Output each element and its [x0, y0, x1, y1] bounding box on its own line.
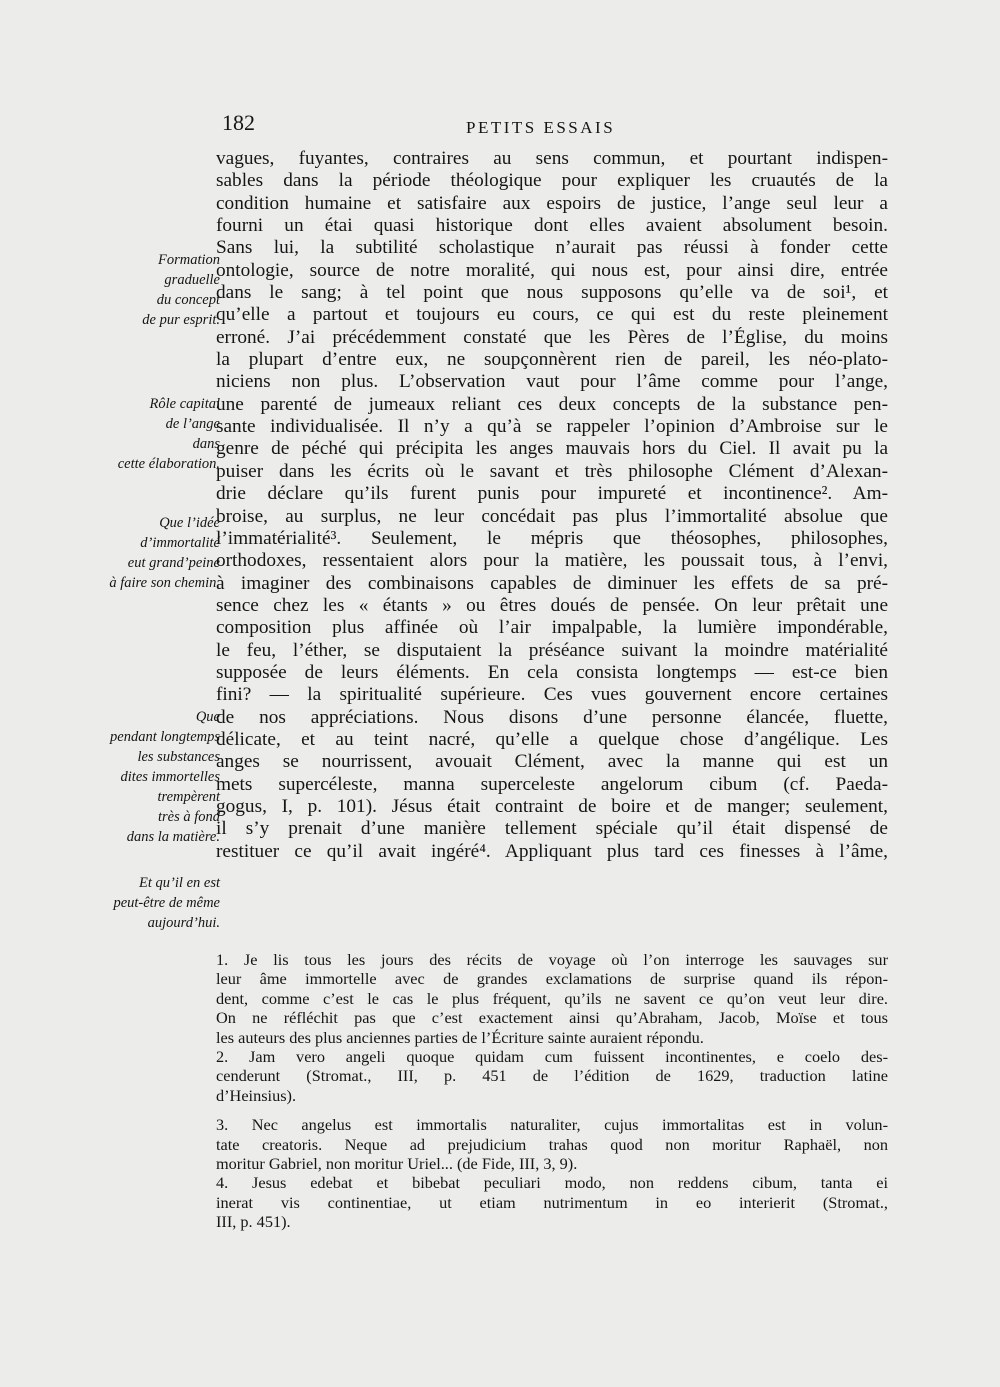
footnote-line: 1. Je lis tous les jours des récits de voyage où l’on interroge les sauvages sur	[216, 950, 888, 969]
body-line: restituer ce qu’il avait ingéré⁴. Appliquant plus tard ces finesses à l’âme,	[216, 840, 888, 862]
margin-note-line: dans	[192, 436, 220, 452]
margin-note	[60, 250, 220, 330]
footnote-line: moritur Gabriel, non moritur Uriel... (de Fide, III, 3, 9).	[216, 1153, 578, 1173]
footnote-1	[216, 950, 888, 1047]
margin-note-line: trempèrent	[157, 789, 220, 805]
footnote-line: 2. Jam vero angeli quoque quidam cum fuissent incontinentes, e coelo des-	[216, 1046, 888, 1066]
body-line: puiser dans les écrits où le savant et très philosophe Clément d’Alexan-	[216, 460, 888, 482]
footnote-line: les auteurs des plus anciennes parties de l’Écriture sainte auraient répondu.	[216, 1027, 704, 1047]
margin-note-line: eut grand’peine	[127, 555, 220, 571]
page-header	[0, 110, 1000, 142]
margin-note-line: du concept	[156, 292, 220, 308]
body-line: sables dans la période théologique pour expliquer les cruautés de la	[216, 170, 888, 192]
body-line: fourni un étai quasi historique dont elles avaient absolument besoin.	[216, 215, 888, 237]
body-line: de nos appréciations. Nous disons d’une personne élancée, fluette,	[216, 706, 888, 728]
body-line: vagues, fuyantes, contraires au sens commun, et pourtant indispen-	[216, 148, 888, 169]
body-line: supposée de leurs éléments. En cela consista longtemps — est-ce bien	[216, 661, 888, 683]
body-line: Sans lui, la subtilité scholastique n’aurait pas réussi à fonder cette	[216, 237, 888, 259]
margin-note	[60, 513, 220, 593]
margin-note-line: très à fond	[157, 809, 220, 825]
body-line: une parenté de jumeaux reliant ces deux concepts de la substance pen-	[216, 393, 888, 415]
page-number: 182	[222, 110, 255, 135]
margin-note-line: d’immortalité	[140, 535, 220, 551]
footnote-line: leur âme immortelle avec de grandes exclamations de surprise quand ils répon-	[216, 969, 888, 989]
body-line: dans le sang; à tel point que nous supposons qu’elle va de soi¹, et	[216, 282, 888, 304]
margin-note-line: Rôle capital	[149, 396, 220, 412]
body-line: anges se nourrissent, avouait Clément, avec la manne qui est un	[216, 751, 888, 773]
footnote-2	[216, 1047, 888, 1105]
footnote-gap	[216, 1105, 888, 1115]
body-line: niciens non plus. L’observation vaut pour l’âme comme pour l’ange,	[216, 371, 888, 393]
footnote-line: inerat vis continentiae, ut etiam nutrimentum in eo interierit (Stromat.,	[216, 1192, 888, 1212]
body-line: la plupart d’entre eux, ne soupçonnèrent rien de pareil, les néo-plato-	[216, 349, 888, 371]
footnote-line: On ne réfléchit pas que c’est exactement ainsi qu’Abraham, Jacob, Moïse et tous	[216, 1008, 888, 1028]
margin-note-line: dans la matière.	[126, 829, 220, 845]
margin-note-line: à faire son chemin.	[109, 575, 220, 591]
body-line: fini? — la spiritualité supérieure. Ces vues gouvernent encore certaines	[216, 684, 888, 706]
margin-note-line: Que l’idée	[159, 515, 220, 531]
footnotes	[216, 950, 888, 1231]
body-line: qu’elle a partout et toujours eu cours, ce qui est du reste pleinement	[216, 304, 888, 326]
body-line: l’immatérialité³. Seulement, le mépris que théosophes, philosophes,	[216, 527, 888, 549]
margin-note	[60, 707, 220, 847]
body-line: ontologie, source de notre moralité, qui nous est, pour ainsi dire, entrée	[216, 259, 888, 281]
margin-note-line: de l’ange	[165, 416, 220, 432]
body-line: gogus, I, p. 101). Jésus était contraint de boire et de manger; seulement,	[216, 795, 888, 817]
footnote-4	[216, 1173, 888, 1231]
margin-note	[60, 873, 220, 933]
body-line: drie déclare qu’ils furent punis pour impureté et incontinence². Am-	[216, 483, 888, 505]
body-line: condition humaine et satisfaire aux espoirs de justice, l’ange seul leur a	[216, 192, 888, 214]
margin-note-line: de pur esprit.	[142, 312, 220, 328]
body-line: composition plus affinée où l’air impalpable, la lumière impondérable,	[216, 617, 888, 639]
margin-note-line: peut-être de même	[113, 895, 220, 911]
body-line: genre de péché qui précipita les anges mauvais hors du Ciel. Il avait pu la	[216, 438, 888, 460]
margin-note-line: les substances	[137, 749, 220, 765]
body-line: sence chez les « étants » ou êtres doués de pensée. On leur prêtait une	[216, 594, 888, 616]
margin-note-line: dites immortelles	[120, 769, 220, 785]
margin-note-line: aujourd’hui.	[147, 915, 220, 931]
footnote-3	[216, 1115, 888, 1173]
footnote-line: III, p. 451).	[216, 1212, 291, 1232]
footnote-line: 3. Nec angelus est immortalis naturaliter, cujus immortalitas est in volun-	[216, 1115, 888, 1135]
body-line: sante individualisée. Il n’y a qu’à se rappeler l’opinion d’Ambroise sur le	[216, 416, 888, 438]
body-line: broise, au surplus, ne leur concédait pas plus l’immortalité absolue que	[216, 505, 888, 527]
body-line: mets supercéleste, manna superceleste angelorum cibum (cf. Paeda-	[216, 773, 888, 795]
footnote-line: 4. Jesus edebat et bibebat peculiari modo, non reddens cibum, tanta ei	[216, 1173, 888, 1193]
margin-note	[60, 394, 220, 474]
footnote-line: dent, comme c’est le cas le plus fréquent, qu’ils ne savent ce qu’on veut leur dire.	[216, 988, 888, 1008]
footnote-line: tate creatoris. Neque ad prejudicium trahas quod non moritur Raphaël, non	[216, 1134, 888, 1154]
footnote-line: d’Heinsius).	[216, 1085, 297, 1105]
body-line: il s’y prenait d’une manière tellement spéciale qu’il était dispensé de	[216, 818, 888, 840]
margin-note-line: cette élaboration.	[117, 456, 220, 472]
body-line: à imaginer des combinaisons capables de diminuer les effets de sa pré-	[216, 572, 888, 594]
body-line: le feu, l’éther, se disputaient la préséance suivant la moindre matérialité	[216, 639, 888, 661]
body-line: délicate, et au teint nacré, qu’elle a quelque chose d’angélique. Les	[216, 728, 888, 750]
running-title: PETITS ESSAIS	[466, 118, 616, 137]
margin-note-line: Et qu’il en est	[139, 875, 220, 891]
body-line: erroné. J’ai précédemment constaté que les Pères de l’Église, du moins	[216, 326, 888, 348]
margin-note-line: pendant longtemps	[110, 729, 220, 745]
body-line: orthodoxes, ressentaient alors pour la matière, les poussait tous, à l’envi,	[216, 550, 888, 572]
footnote-line: cenderunt (Stromat., III, p. 451 de l’édition de 1629, traduction latine	[216, 1066, 888, 1086]
margin-note-line: Que	[195, 709, 220, 725]
margin-note-line: Formation	[157, 252, 220, 268]
margin-note-line: graduelle	[164, 272, 220, 288]
body-text	[216, 148, 888, 863]
